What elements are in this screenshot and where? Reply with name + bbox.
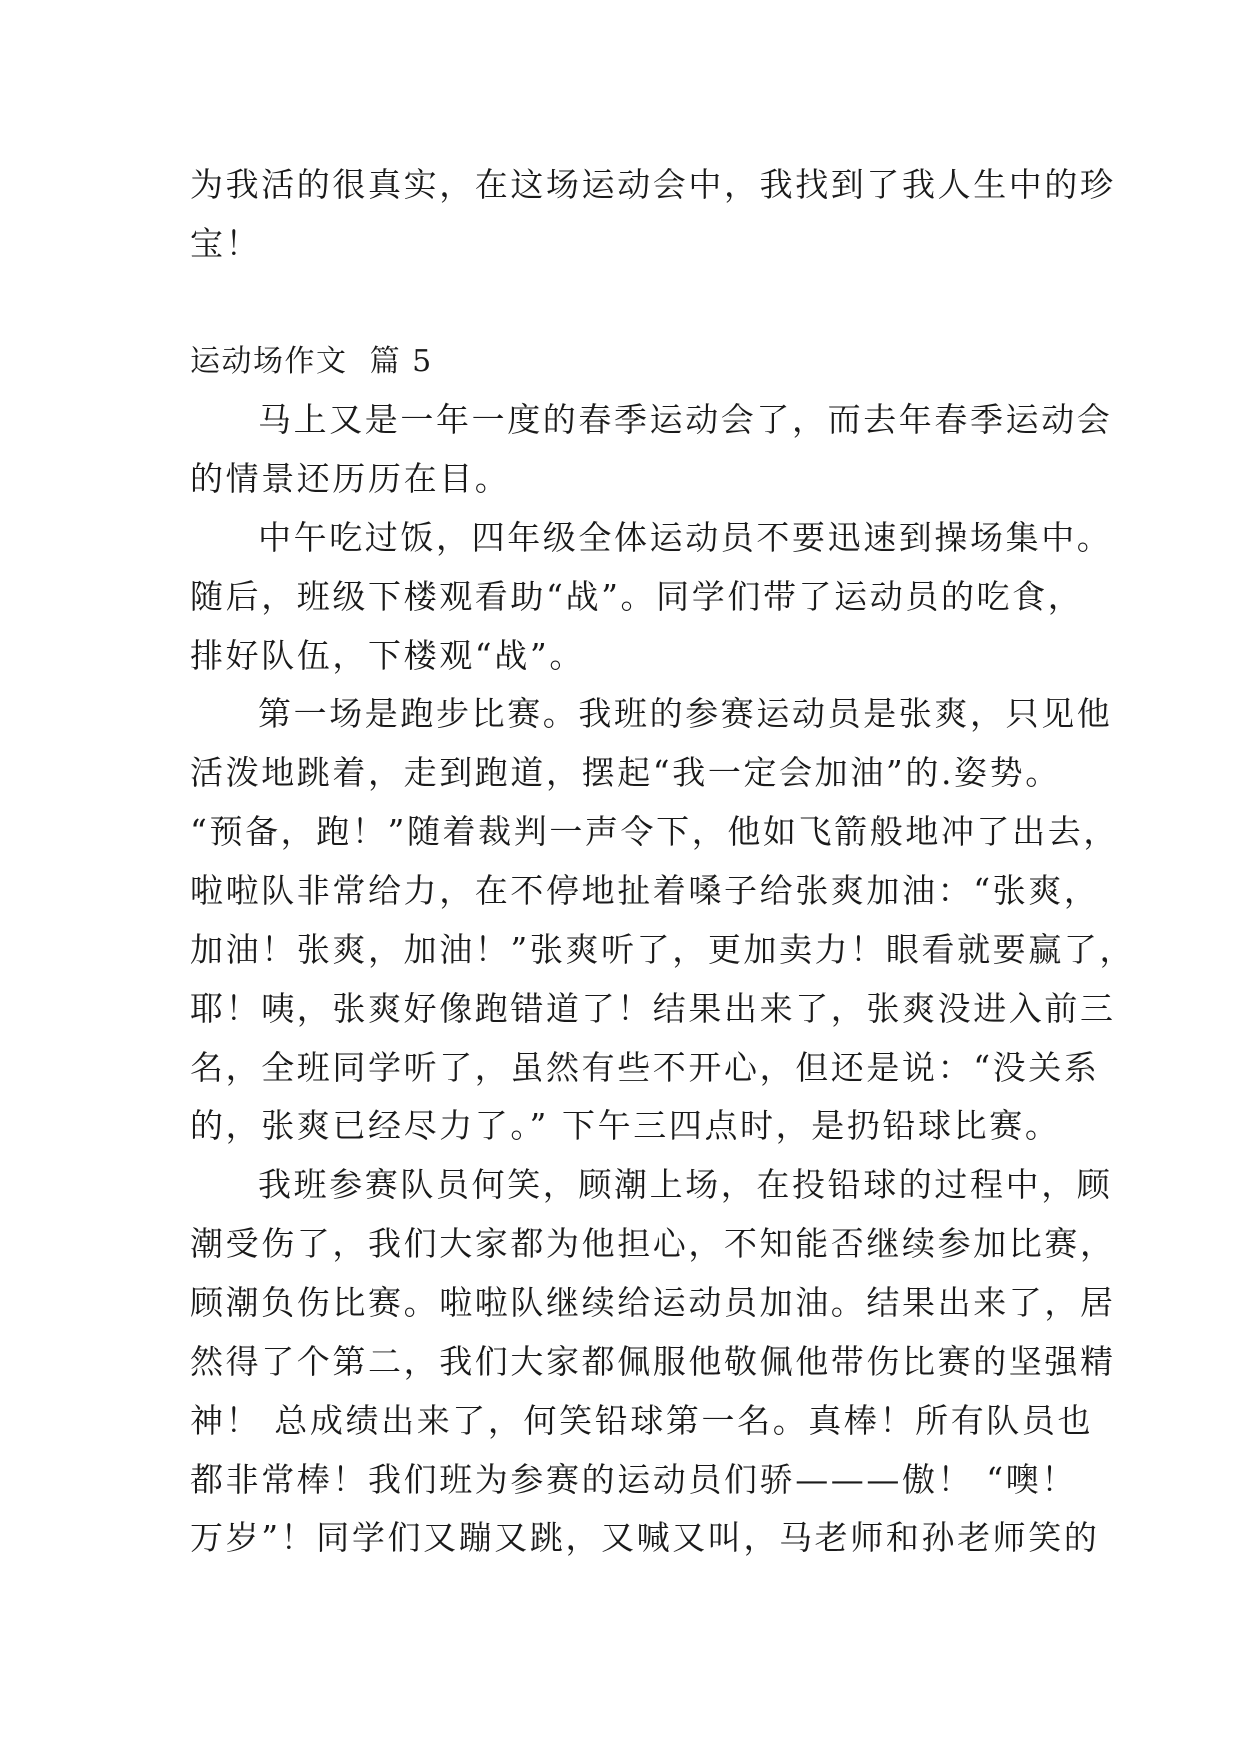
paragraph-first-line: 马上又是一年一度的春季运动会了，而去年春季运动会: [258, 400, 1113, 439]
text-line: 宝！: [190, 224, 262, 263]
text-line: 然得了个第二，我们大家都佩服他敬佩他带伤比赛的坚强精: [190, 1342, 1116, 1381]
text-line: “预备，跑！”随着裁判一声令下，他如飞箭般地冲了出去，: [190, 812, 1119, 851]
paragraph-first-line: 第一场是跑步比赛。我班的参赛运动员是张爽，只见他: [258, 694, 1113, 733]
text-line: 为我活的很真实，在这场运动会中，我找到了我人生中的珍: [190, 165, 1116, 204]
section-heading: 运动场作文 篇 5: [190, 344, 433, 379]
text-line: 神！ 总成绩出来了，何笑铅球第一名。真棒！所有队员也: [190, 1401, 1094, 1440]
text-line: 啦啦队非常给力，在不停地扯着嗓子给张爽加油：“张爽，: [190, 871, 1100, 910]
text-line: 万岁”！同学们又蹦又跳，又喊又叫，马老师和孙老师笑的: [190, 1518, 1100, 1557]
paragraph-first-line: 我班参赛队员何笑，顾潮上场，在投铅球的过程中，顾: [258, 1165, 1113, 1204]
text-line: 随后，班级下楼观看助“战”。同学们带了运动员的吃食，: [190, 577, 1084, 616]
text-line: 顾潮负伤比赛。啦啦队继续给运动员加油。结果出来了，居: [190, 1283, 1116, 1322]
text-line: 排好队伍，下楼观“战”。: [190, 636, 585, 675]
text-line: 都非常棒！我们班为参赛的运动员们骄———傲！ “噢！: [190, 1460, 1077, 1499]
text-line: 潮受伤了，我们大家都为他担心，不知能否继续参加比赛，: [190, 1224, 1116, 1263]
text-line: 的，张爽已经尽力了。” 下午三四点时，是扔铅球比赛。: [190, 1106, 1061, 1145]
text-line: 名，全班同学听了，虽然有些不开心，但还是说：“没关系: [190, 1048, 1100, 1087]
text-line: 耶！咦，张爽好像跑错道了！结果出来了，张爽没进入前三: [190, 989, 1116, 1028]
text-line: 活泼地跳着，走到跑道，摆起“我一定会加油”的.姿势。: [190, 753, 1061, 792]
text-line: 加油！张爽，加油！”张爽听了，更加卖力！眼看就要赢了，: [190, 930, 1136, 969]
paragraph-first-line: 中午吃过饭，四年级全体运动员不要迅速到操场集中。: [258, 518, 1113, 557]
text-line: 的情景还历历在目。: [190, 459, 511, 498]
